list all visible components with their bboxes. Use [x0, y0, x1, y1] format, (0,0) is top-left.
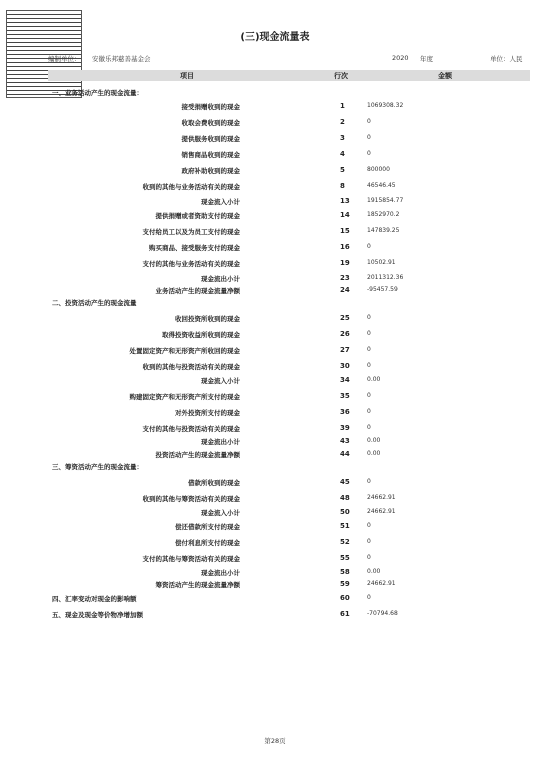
row-amount: 147839.25 — [367, 227, 400, 234]
row-amount: 10502.91 — [367, 259, 396, 266]
table-row — [48, 508, 530, 518]
table-row — [48, 362, 530, 372]
row-amount: 0 — [367, 346, 371, 353]
row-line-number: 30 — [340, 362, 350, 370]
section-row — [48, 610, 530, 620]
row-label: 处置固定资产和无形资产所收回的现金 — [129, 347, 240, 355]
row-amount: 0 — [367, 424, 371, 431]
row-line-number: 39 — [340, 424, 350, 432]
row-label: 二、投资活动产生的现金流量 — [52, 299, 137, 307]
row-line-number: 27 — [340, 346, 350, 354]
row-amount: 0.00 — [367, 437, 381, 444]
row-label: 四、汇率变动对现金的影响额 — [52, 595, 137, 603]
row-label: 偿还借款所支付的现金 — [175, 523, 240, 531]
table-row — [48, 522, 530, 532]
row-amount: 0 — [367, 538, 371, 545]
table-row — [48, 118, 530, 128]
row-label: 政府补助收到的现金 — [181, 167, 240, 175]
row-amount: 0 — [367, 362, 371, 369]
row-label: 支付的其他与业务活动有关的现金 — [142, 260, 240, 268]
row-line-number: 16 — [340, 243, 350, 251]
row-label: 提供捐赠或者资助支付的现金 — [155, 212, 240, 220]
row-line-number: 52 — [340, 538, 350, 546]
row-line-number: 4 — [340, 150, 345, 158]
row-label: 投资活动产生的现金流量净额 — [155, 451, 240, 459]
currency-unit: 单位：人民 — [490, 55, 523, 63]
row-label: 现金流出小计 — [201, 438, 240, 446]
row-label: 三、筹资活动产生的现金流量： — [52, 463, 143, 471]
row-amount: 24662.91 — [367, 494, 396, 501]
row-label: 对外投资所支付的现金 — [175, 409, 240, 417]
row-amount: 0.00 — [367, 450, 381, 457]
table-row — [48, 274, 530, 284]
row-label: 偿付利息所支付的现金 — [175, 539, 240, 547]
row-amount: 0 — [367, 522, 371, 529]
row-line-number: 44 — [340, 450, 350, 458]
table-row — [48, 197, 530, 207]
table-row — [48, 150, 530, 160]
row-amount: 0 — [367, 330, 371, 337]
row-line-number: 59 — [340, 580, 350, 588]
table-row — [48, 211, 530, 221]
row-label: 五、现金及现金等价物净增加额 — [52, 611, 143, 619]
row-amount: 2011312.36 — [367, 274, 404, 281]
row-line-number: 45 — [340, 478, 350, 486]
header-item: 项目 — [180, 72, 194, 80]
table-header — [48, 70, 530, 81]
table-row — [48, 437, 530, 447]
section-row — [48, 298, 530, 308]
row-line-number: 35 — [340, 392, 350, 400]
row-label: 现金流出小计 — [201, 275, 240, 283]
table-row — [48, 166, 530, 176]
row-amount: 0.00 — [367, 568, 381, 575]
row-line-number: 43 — [340, 437, 350, 445]
row-line-number: 3 — [340, 134, 345, 142]
table-row — [48, 408, 530, 418]
row-label: 提供服务收到的现金 — [181, 135, 240, 143]
table-row — [48, 478, 530, 488]
report-year: 2020 — [392, 54, 409, 62]
row-amount: 0 — [367, 478, 371, 485]
row-amount: 46546.45 — [367, 182, 396, 189]
row-label: 收回投资所收到的现金 — [175, 315, 240, 323]
row-label: 现金流出小计 — [201, 569, 240, 577]
page-title: (三)现金流量表 — [240, 32, 310, 43]
row-label: 销售商品收到的现金 — [181, 151, 240, 159]
row-label: 支付的其他与筹资活动有关的现金 — [142, 555, 240, 563]
table-row — [48, 182, 530, 192]
table-row — [48, 243, 530, 253]
row-amount: 24662.91 — [367, 508, 396, 515]
table-row — [48, 580, 530, 590]
row-line-number: 48 — [340, 494, 350, 502]
row-amount: -70794.68 — [367, 610, 398, 617]
row-line-number: 24 — [340, 286, 350, 294]
row-amount: 0 — [367, 594, 371, 601]
row-label: 取得投资收益所收到的现金 — [162, 331, 240, 339]
row-line-number: 5 — [340, 166, 345, 174]
row-amount: 0.00 — [367, 376, 381, 383]
table-row — [48, 286, 530, 296]
table-row — [48, 134, 530, 144]
row-amount: 0 — [367, 554, 371, 561]
row-line-number: 13 — [340, 197, 350, 205]
row-amount: 1915854.77 — [367, 197, 404, 204]
table-row — [48, 494, 530, 504]
page-number: 第28页 — [264, 737, 286, 745]
row-amount: 0 — [367, 314, 371, 321]
row-line-number: 14 — [340, 211, 350, 219]
table-row — [48, 102, 530, 112]
row-label: 现金流入小计 — [201, 377, 240, 385]
row-amount: 800000 — [367, 166, 390, 173]
row-line-number: 8 — [340, 182, 345, 190]
row-label: 购买商品、接受服务支付的现金 — [149, 244, 240, 252]
table-row — [48, 568, 530, 578]
row-amount: 24662.91 — [367, 580, 396, 587]
row-label: 支付给员工以及为员工支付的现金 — [142, 228, 240, 236]
row-label: 收到的其他与筹资活动有关的现金 — [142, 495, 240, 503]
row-label: 业务活动产生的现金流量净额 — [155, 287, 240, 295]
row-line-number: 1 — [340, 102, 345, 110]
table-row — [48, 346, 530, 356]
section-row — [48, 594, 530, 604]
row-line-number: 34 — [340, 376, 350, 384]
row-amount: -95457.59 — [367, 286, 398, 293]
row-line-number: 58 — [340, 568, 350, 576]
table-row — [48, 450, 530, 460]
row-line-number: 51 — [340, 522, 350, 530]
header-amount: 金额 — [438, 72, 452, 80]
table-row — [48, 376, 530, 386]
row-line-number: 25 — [340, 314, 350, 322]
row-label: 筹资活动产生的现金流量净额 — [155, 581, 240, 589]
row-line-number: 23 — [340, 274, 350, 282]
table-row — [48, 259, 530, 269]
row-line-number: 55 — [340, 554, 350, 562]
unit-label: 编制单位： — [48, 55, 81, 63]
table-row — [48, 314, 530, 324]
row-amount: 1069308.32 — [367, 102, 404, 109]
row-line-number: 19 — [340, 259, 350, 267]
section-row — [48, 88, 530, 98]
row-label: 收到的其他与业务活动有关的现金 — [142, 183, 240, 191]
table-row — [48, 554, 530, 564]
row-label: 借款所收到的现金 — [188, 479, 240, 487]
row-label: 现金流入小计 — [201, 198, 240, 206]
row-line-number: 26 — [340, 330, 350, 338]
row-amount: 0 — [367, 150, 371, 157]
table-row — [48, 392, 530, 402]
row-label: 现金流入小计 — [201, 509, 240, 517]
table-row — [48, 538, 530, 548]
year-suffix: 年度 — [420, 55, 433, 63]
table-row — [48, 330, 530, 340]
row-amount: 0 — [367, 243, 371, 250]
row-line-number: 50 — [340, 508, 350, 516]
row-label: 购建固定资产和无形资产所支付的现金 — [129, 393, 240, 401]
row-amount: 0 — [367, 134, 371, 141]
row-amount: 0 — [367, 392, 371, 399]
row-line-number: 61 — [340, 610, 350, 618]
row-label: 一、业务活动产生的现金流量： — [52, 89, 143, 97]
table-row — [48, 227, 530, 237]
row-line-number: 36 — [340, 408, 350, 416]
section-row — [48, 462, 530, 472]
header-line-no: 行次 — [334, 72, 348, 80]
organization-name: 安徽乐邦慈善基金会 — [92, 55, 151, 63]
row-amount: 0 — [367, 118, 371, 125]
row-label: 收到的其他与投资活动有关的现金 — [142, 363, 240, 371]
row-amount: 0 — [367, 408, 371, 415]
row-line-number: 15 — [340, 227, 350, 235]
row-amount: 1852970.2 — [367, 211, 400, 218]
table-row — [48, 424, 530, 434]
row-line-number: 60 — [340, 594, 350, 602]
row-label: 接受捐赠收到的现金 — [181, 103, 240, 111]
row-line-number: 2 — [340, 118, 345, 126]
row-label: 收取会费收到的现金 — [181, 119, 240, 127]
row-label: 支付的其他与投资活动有关的现金 — [142, 425, 240, 433]
